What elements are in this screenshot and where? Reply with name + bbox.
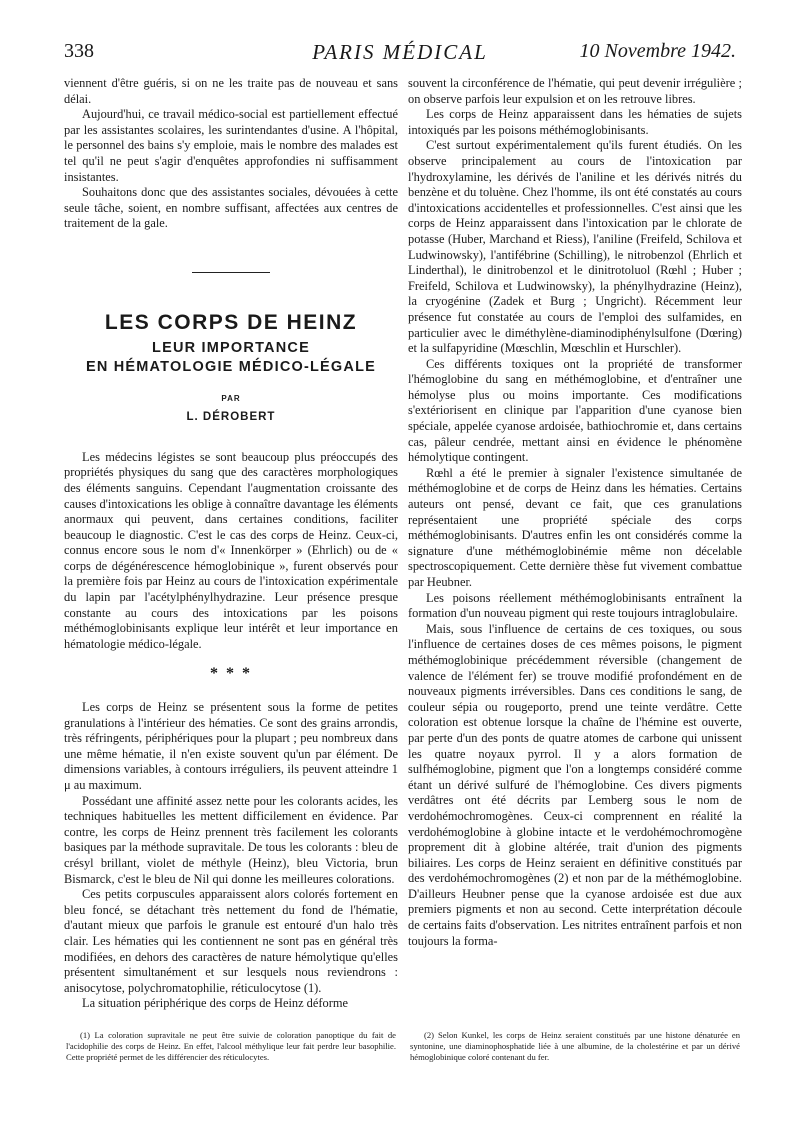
author-name: L. DÉROBERT — [186, 411, 276, 424]
article-title: LES CORPS DE HEINZ — [104, 310, 358, 334]
footnote-text: (2) Selon Kunkel, les corps de Heinz seraient constitués par une histone dénaturée en syntonine, une diaminophosphatide liée à une albumine, de la cholestérine et par un dérivé hémoglobinique coloré contenant du fer. — [410, 1030, 740, 1062]
page-number: 338 — [64, 40, 94, 62]
body-paragraph: Ces petits corpuscules apparaissent alors colorés fortement en bleu foncé, se détachant très nettement du fond de l'hématie, d'autant mieux que parfois le granule est entouré d'un halo très clair. Les hématies qui les contiennent ne sont pas en général très modifiées, en dehors des caractères de nature hémolytique qu'elles présentent simultanément et sur lesquels nous reviendrons : anisocytose, polychromatophilie, réticulocytose (1). — [64, 887, 398, 995]
body-paragraph: Les corps de Heinz apparaissent dans les hématies de sujets intoxiqués par les poisons méthémoglobinisants. — [408, 107, 742, 137]
subtitle-line-1: LEUR IMPORTANCE — [152, 339, 310, 356]
right-column — [408, 76, 742, 949]
asterism-separator: * * * — [210, 665, 252, 683]
article-subtitle — [64, 339, 398, 377]
body-paragraph: souvent la circonférence de l'hématie, qui peut devenir irrégulière ; on observe parfois leur expulsion et on les retrouve libres. — [408, 76, 742, 106]
journal-title: PARIS MÉDICAL — [312, 40, 488, 64]
left-column — [64, 76, 398, 1012]
body-paragraph: Possédant une affinité assez nette pour les colorants acides, les techniques habituelles les mettent difficilement en évidence. Par contre, les corps de Heinz prennent très facilement les colorants basiques par la méthode supravitale. De tous les colorants : bleu de crésyl brillant, violet de méthyle (Heinz), bleu Victoria, brun Bismarck, c'est le bleu de Nil qui donne les meilleures colorations. — [64, 793, 398, 886]
footnote-right — [410, 1030, 740, 1063]
issue-date: 10 Novembre 1942. — [579, 40, 736, 62]
body-paragraph: C'est surtout expérimentalement qu'ils furent étudiés. On les observe principalement au cours de l'intoxication par l'hydroxylamine, les dérivés de l'aniline et les dérivés nitrés du benzène et du toluène. Chez l'homme, ils ont été constatés au cours d'intoxications accidentelles et professionnelles. C'est ainsi que les corps de Heinz apparaissent dans l'intoxication par le chlorate de potasse (Huber, Marchand et Riess), l'aniline (Freifeld, Schilova et Ludwinowsky), l'antifébrine (Schilling), le nitrobenzol (Ehrlich et Linderthal), le dinitrobenzol et le dinitrotoluol (Rœhl ; Huber ; Freifeld, Schilova et Ludwinowsky), la phénylhydrazine (Heinz), la cryogénine (Zadek et Burg ; Ungricht). Récemment leur présence fut constatée au cours de l'emploi des sulfamides, en particulier avec le diméthylène-diaminodiphénylsulfone (Dœring) et la sulfapyridine (Mœschlin, Mœschlin et Hurschler). — [408, 138, 742, 356]
footnote-left — [66, 1030, 396, 1063]
body-paragraph: Les corps de Heinz se présentent sous la forme de petites granulations à l'intérieur des hématies. Ce sont des grains arrondis, très réfringents, périphériques pour la plupart ; peu nombreux dans une même hématie, il n'en existe souvent qu'un par élément. De dimensions variables, à contours irréguliers, ils peuvent atteindre 1 μ au maximum. — [64, 700, 398, 792]
footnote-text: (1) La coloration supravitale ne peut être suivie de coloration panoptique du fait de l'acidophilie des corps de Heinz. En effet, l'alcool méthylique leur fait perdre leur basophilie. Cette propriété permet de les différencier des réticulocytes. — [66, 1030, 396, 1062]
intro-paragraph: Aujourd'hui, ce travail médico-social est partiellement effectué par les assistantes scolaires, les surintendantes d'usine. A l'hôpital, le personnel des bains s'y emploie, mais le nombre des malades est tel qu'il ne peut s'agir d'enquêtes approfondies ni suffisamment insistantes. — [64, 107, 398, 184]
subtitle-line-2: EN HÉMATOLOGIE MÉDICO-LÉGALE — [85, 358, 377, 375]
body-paragraph: Mais, sous l'influence de certains de ces toxiques, ou sous l'influence de certaines doses de ces mêmes poisons, le pigment méthémoglobinique précédemment réversible (changement de valence de l'élément fer) se trouve modifié profondément en de nouveaux pigments irréversibles. Dans ces conditions le sang, de couleur sépia ou rougeporto, prend une teinte verdâtre. Cette coloration est obtenue lorsque la chaîne de l'hémine est ouverte, par perte d'un des ponts de quatre atomes de carbone qui unissent les quatre noyaux pyrrol. Il y a alors formation de sulfhémoglobine, pigment que l'on a longtemps considéré comme étant un dérivé sulfuré de l'hémoglobine. Ces divers pigments verdâtres ont été décrits par Lemberg sous le nom de verdohémochromogènes. Ceux-ci comprennent en réalité la verdohémoglobine à globine intacte et le verdohémochromogène proprement dit à globine altérée, trait d'union des pigments biliaires. Les corps de Heinz seraient en définitive constitués par des verdohémochromogènes (2) et non par de la méthémoglobine. D'ailleurs Heubner pense que la cyanose ardoisée est due aux premiers pigments et non au second. Cette interprétation découle de certains faits d'observation. Les nitrites entraînent parfois et non toujours la forma- — [408, 621, 742, 948]
section-divider — [192, 272, 270, 273]
abstract-paragraph: Les médecins légistes se sont beaucoup plus préoccupés des propriétés physiques du sang que des caractères morphologiques des éléments sanguins. Cependant l'augmentation croissante des causes d'intoxications les oblige à connaître davantage les éléments anormaux qui peuvent, dans certaines conditions, faciliter beaucoup le diagnostic. C'est le cas des corps de Heinz. Ceux-ci, connus encore sous le nom d'« Innenkörper » (Ehrlich) ou de « corps de dégénérescence hémoglobinique », furent observés pour la première fois par Heinz au cours de l'intoxication expérimentale du lapin par l'acétylphénylhydrazine. Leur présence presque constante au cours des intoxications par les poisons méthémoglobinisants explique leur intérêt et leur importance en hématologie médico-légale. — [64, 449, 398, 651]
page-header — [64, 40, 736, 70]
body-paragraph: La situation périphérique des corps de Heinz déforme — [82, 996, 348, 1011]
body-paragraph: Rœhl a été le premier à signaler l'existence simultanée de méthémoglobine et de corps de Heinz dans les hématies. Certains auteurs ont pensé, devant ce fait, que ces granulations représentaient une propriété spéciale des corps méthémoglobinisants. D'autres enfin les ont considérés comme la signature d'une méthémoglobinémie même non décelable spectroscopiquement. Cette dernière thèse fut vivement combattue par Heubner. — [408, 465, 742, 589]
byline-par: PAR — [221, 393, 241, 403]
intro-paragraph: viennent d'être guéris, si on ne les traite pas de nouveau et sans délai. — [64, 76, 398, 106]
body-paragraph: Les poisons réellement méthémoglobinisants entraînent la formation d'un nouveau pigment qui reste toujours intraglobulaire. — [408, 590, 742, 621]
body-paragraph: Ces différents toxiques ont la propriété de transformer l'hémoglobine du sang en méthémoglobine, et d'entraîner une hémolyse plus ou moins importante. Ces modifications s'extériorisent en clinique par l'apparition d'une cyanose bien spéciale, appelée cyanose ardoisée, bathiochromie et, dans certains cas, pâleur cendrée, mettant ainsi en évidence le phénomène hémolytique contingent. — [408, 356, 742, 465]
intro-paragraph: Souhaitons donc que des assistantes sociales, dévouées à cette seule tâche, soient, en nombre suffisant, affectées aux centres de traitement de la gale. — [64, 185, 398, 231]
